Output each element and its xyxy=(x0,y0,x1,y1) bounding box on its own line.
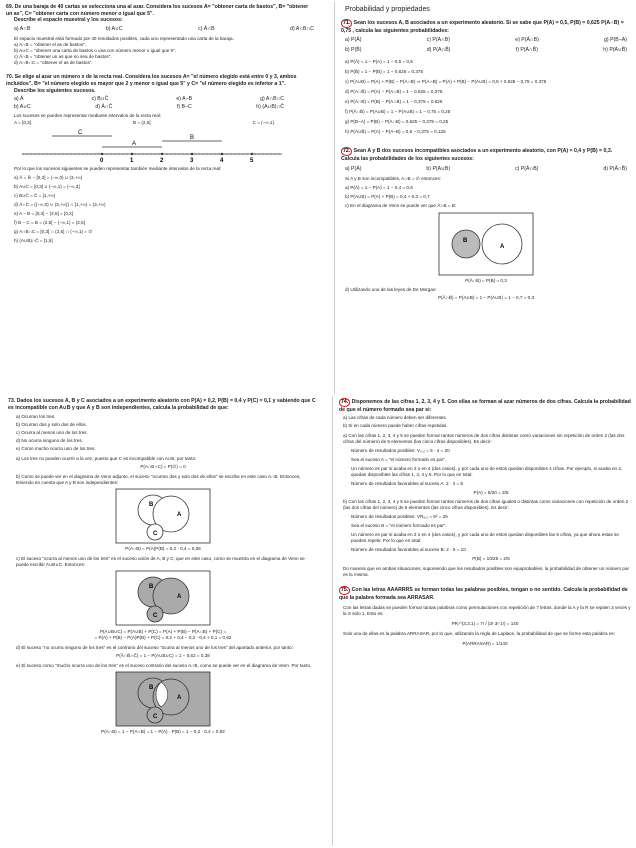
venn-diagram-73c xyxy=(115,570,211,626)
solution-75-formula: PR₇^(3,3,1) = 7! / (3!·3!·1!) = 140 xyxy=(451,621,519,627)
option: h) P(Ā∪B̄) xyxy=(603,46,627,53)
option: d) Ā∩C̄ xyxy=(95,103,113,110)
page-bottom-right xyxy=(332,396,635,846)
problem-72-d: d) Utilizando una de las leyes de De Morgan: xyxy=(345,287,437,293)
option: c) Ā∩B xyxy=(198,25,215,32)
solution-line: c) P(A∪B) = P(A) + P(B) − P(A∩B) ⇒ P(A∩B) = P(A) + P(B) − P(A∪B) = 0,5 + 0,625 − 0,75 = 0,375 xyxy=(345,79,547,85)
solution-line: d) A∩B∩C = "obtener el as de bastos". xyxy=(14,60,93,66)
problem-72-text: Sean A y B dos sucesos incompatibles asociados a un experimento aleatorio, con P(A) = 0,4 y P(B) = 0,3. Calcula las probabilidades de los siguientes sucesos: xyxy=(341,148,613,162)
venn-label-b: B xyxy=(149,584,154,591)
solution-line: Número de resultados favorables al suceso B: 2 · 5 = 10 xyxy=(351,547,466,553)
venn-diagram-73e xyxy=(115,671,211,727)
solution-line: Número de resultados favorables al suceso A: 2 · 4 = 8 xyxy=(351,481,463,487)
solution-line: Número de resultados posibles: V₅,₂ = 5 · 4 = 20 xyxy=(351,448,450,454)
section-header: Probabilidad y propiedades xyxy=(345,6,430,13)
problem-69-options xyxy=(14,26,314,33)
solution-line: b) P(B̄) = 1 − P(B) = 1 − 0,625 = 0,375 xyxy=(345,69,424,75)
venn-label-b: B xyxy=(463,238,468,245)
option: b) P(A∪B) xyxy=(426,165,451,172)
problem-70-intro2: Por lo que los sucesos siguientes se pueden representar también mediante intervalos de la recta real: xyxy=(14,166,222,172)
solution-line: Sea el suceso A = "el número formado es par". xyxy=(351,457,447,463)
solution-line: a) P(Ā) = 1 − P(A) = 1 − 0,4 = 0,6 xyxy=(345,185,413,191)
solution-line: P(A) = 8/20 = 2/5 xyxy=(473,490,509,496)
problem-69-solution xyxy=(14,42,314,66)
solution-b-body xyxy=(351,514,631,562)
venn-label-b: B xyxy=(149,502,154,509)
option: c) P(Ā∩B) xyxy=(515,165,539,172)
problem-72-options xyxy=(345,166,627,173)
solution-line: h) (A∪B)∩C̄ = [1,5] xyxy=(14,238,53,244)
problem-72-d-result: P(Ā∩B̄) = P(A∪B) = 1 − P(A∪B) = 1 − 0,7 = 0,3 xyxy=(437,295,535,301)
page-top-left xyxy=(2,2,320,390)
venn-set-b xyxy=(452,230,480,258)
page-bottom-left xyxy=(2,396,324,846)
problem-72-solution xyxy=(345,176,631,209)
problem-74-text: Disponemos de las cifras 1, 2, 3, 4 y 5. Con ellas se forman al azar números de dos cifras. Calcula la probabilidad de que el número formado sea par si: xyxy=(339,399,631,413)
solution-75-a: Con las letras dadas se pueden formar tantas palabras como permutaciones con repetición de 7 letras, donde la A y la R se repiten 3 veces y la S solo 1. Esto es: xyxy=(343,605,631,617)
problem-72-number: 72. xyxy=(343,148,351,155)
problem-71-statement xyxy=(341,19,631,34)
problem-69-answer: El espacio muestral está formado por 40 resultados posibles, cada uno representado una carta de la baraja. xyxy=(14,36,234,42)
venn-label-a: A xyxy=(177,695,182,702)
solution-line: Sea el suceso B = "el número formado es par". xyxy=(351,523,447,529)
problem-75-number: 75. xyxy=(341,587,349,594)
solution-a: a) Los tres no pueden ocurrir a la vez, puesto que C es incompatible con A∪B, por tanto: xyxy=(16,456,197,462)
interval-c: C = (−∞,1) xyxy=(252,120,274,126)
option: a) Ā xyxy=(14,96,24,103)
solution-a-result: P(A∩B∩C) = P(∅) = 0 xyxy=(140,464,186,470)
venn-label-c: C xyxy=(153,714,158,721)
solution-b: b) Con las cifras 1, 2, 3, 4 y 5 se pueden formar tantos números de dos cifras iguales o distintas como variaciones con repetición de orden 2 (las dos cifras del número) de 5 elementos (las cinco cifras disponibles). Es decir: xyxy=(343,499,629,511)
solution-line: f) P(Ā∩B̄) = P(A∪B) = 1 − P(A∪B) = 1 − 0,75 = 0,25 xyxy=(345,109,451,115)
problem-73-text: Dados los sucesos A, B y C asociados a un experimento aleatorio con P(A) = 0,2, P(B) = 0,4 y P(C) = 0,1 y sabiendo que C es incompatible con A∪B y que A y B son independientes, calcula la probabilidad de que: xyxy=(8,398,316,411)
option: b) A∪C xyxy=(105,25,123,32)
problem-72-result: P(Ā∩B) = P(B) = 0,3 xyxy=(465,278,507,284)
solution-line: d) P(A∩B̄) = P(A) − P(A∩B) = 1 − 0,625 = 0,375 xyxy=(345,89,443,95)
option: c) B∪C̄ xyxy=(91,96,109,103)
solution-c-result-2: = P(A) + P(B) − P(A)P(B) + P(C) = 0,2 + 0,4 − 0,2 · 0,4 + 0,1 = 0,62 xyxy=(94,635,232,641)
solution-line: Un número es par si acaba en 2 o en 4 (dos casos), y por cada uno de estos quedan disponibles 4 cifras. Por ejemplo, si acaba en 2, quedan disponibles las cifras 1, 3, 4 y 5. Por lo que en total: xyxy=(351,466,623,478)
venn-diagram-73b xyxy=(115,488,211,544)
tick-label: 2 xyxy=(160,158,164,165)
solution-b-result: P(A∩B) = P(A)P(B) = 0,2 · 0,4 = 0,08 xyxy=(125,546,201,552)
problem-69-number: 69. xyxy=(6,4,14,10)
solution-line: c) B∪C̄ = C̄ = [1,+∞) xyxy=(14,193,56,199)
problem-71-options-row2 xyxy=(345,47,627,54)
problem-75-statement xyxy=(339,586,631,601)
solution-c: c) El suceso "ocurra al menos uno de los tres" es el suceso unión de A, B y C, que en este caso, como se muestra en el diagrama de Venn se puede escribir A∪B∪C. Entonces: xyxy=(16,556,305,568)
solution-c-result-1: P(A∪B∪C) = P(A∪B) + P(C) = P(A) + P(B) − P(A∩B) + P(C) = xyxy=(99,629,227,635)
tick-label: 1 xyxy=(130,158,134,165)
option: c) P(A∩B) xyxy=(426,37,450,44)
solution-line: e) P(Ā∩B) = P(B) − P(A∩B) = 1 − 0,375 = 0,625 xyxy=(345,99,443,105)
problem-71-number: 71. xyxy=(343,20,351,26)
solution-line: e) A − B = [0,3] − (2,5] = [0,2] xyxy=(14,211,73,217)
solution-line: a) A∩B = "obtener el as de bastos". xyxy=(14,42,87,48)
solution-line: Número de resultados posibles: VR₅,₂ = 5² = 25 xyxy=(351,514,448,520)
option: e) Como mucho ocurra uno de los tres. xyxy=(16,446,96,452)
page-top-right xyxy=(334,2,635,394)
venn-label-b: B xyxy=(149,685,154,692)
solution-a-body xyxy=(351,448,631,496)
problem-70-intro: Los sucesos se pueden representar mediante intervalos de la recta real: xyxy=(14,113,162,119)
venn-diagram-72 xyxy=(438,212,534,276)
interval-a: A = [0,3] xyxy=(14,120,31,126)
solution-a: a) Con las cifras 1, 2, 3, 4 y 5 se pueden formar tantos números de dos cifras distintas como variaciones sin repetición de orden 2 (las dos cifras del número) de 5 elementos (las cinco cifras disponibles). Es decir: xyxy=(343,433,625,445)
solution-75-laplace: Solo una de ellas es la palabra ARRASAR, por lo que, utilizando la regla de Laplace, la probabilidad de que se forme esta palabra es: xyxy=(343,631,615,637)
problem-70-options-row2 xyxy=(14,104,284,111)
problem-74-statement xyxy=(339,398,631,413)
problem-69-question: Describe el espacio muestral y los sucesos: xyxy=(14,17,123,24)
solution-e: e) El suceso como "mucho ocurra uno de los tres" es el suceso contrario del suceso A∩B, como se puede ver en el diagrama de Venn. Por tanto, xyxy=(16,663,312,669)
problem-70-statement xyxy=(6,74,314,87)
option: g) A∩B∩C xyxy=(260,96,284,103)
option: a) P(Ā) xyxy=(345,165,362,172)
solution-75-result: P(ARRASAR) = 1/140 xyxy=(462,641,508,647)
interval-b: B = (2,5] xyxy=(133,120,151,126)
problem-74-number: 74. xyxy=(341,399,349,405)
solution-e-result: P(A∩B) = 1 − P(A∩B) = 1 − P(A) · P(B) = 1 − 0,2 · 0,4 = 0,92 xyxy=(101,729,225,735)
venn-label-a: A xyxy=(177,512,182,519)
option: c) Ocurra al menos uno de los tres. xyxy=(16,430,88,436)
option: a) A∩B xyxy=(14,25,31,32)
venn-label-a: A xyxy=(177,594,182,601)
option: a) P(Ā) xyxy=(345,37,362,44)
solution-line: b) P(A∪B) = P(A) + P(B) = 0,4 + 0,3 = 0,7 xyxy=(345,194,430,200)
tick-label: 4 xyxy=(220,158,224,165)
option: d) No ocurra ninguno de los tres. xyxy=(16,438,83,444)
option: b) Ocurran dos y solo dos de ellos. xyxy=(16,422,87,428)
solution-line: g) P(B−A) = P(B) − P(A∩B) = 0,625 − 0,375 = 0,25 xyxy=(345,119,449,125)
option: a) Las cifras de cada número deben ser diferentes. xyxy=(343,415,447,421)
solution-line: b) A∪C = [0,3] ∪ (−∞,1) = (−∞,3] xyxy=(14,184,80,190)
option: e) A−B xyxy=(176,96,193,103)
solution-line: Un número es par si acaba en 2 o en 4 (dos casos), y por cada uno de estos quedan disponibles las 5 cifras, ya que ahora estas se pueden repetir. Por lo que en total: xyxy=(351,532,619,544)
venn-label-c: C xyxy=(153,613,158,620)
problem-70-solution xyxy=(14,175,314,244)
solution-line: g) A∩B∩C = [0,3] ∩ (2,5] ∩ (−∞,1) = ∅ xyxy=(14,229,93,235)
option: g) P(B−A) xyxy=(604,37,627,44)
solution-line: f) B − C = B = (2,5] − (−∞,1) = (2,5] xyxy=(14,220,85,226)
problem-75-text: Con las letras AAARRRS se forman todas las palabras posibles, tengan o no sentido. Calcula la probabilidad de que la palabra formada sea ARRASAR. xyxy=(339,587,628,601)
problem-74-options xyxy=(343,415,631,429)
solution-line: h) P(Ā∪B̄) = P(A) − P(A−B) = 0,5 − 0,375 = 0,125 xyxy=(345,129,446,135)
option: d) P(A∩B̄) xyxy=(426,46,451,53)
option: b) P(B̄) xyxy=(345,46,362,53)
option: d) P(Ā∩B̄) xyxy=(603,165,627,172)
problem-69-statement xyxy=(6,4,314,17)
problem-73-number: 73. xyxy=(8,398,16,404)
solution-line: b) A∪C = "obtener una carta de bastos o una con número menor o igual que 5". xyxy=(14,48,177,54)
label-b: B xyxy=(190,135,195,142)
option: e) P(Ā∩B) xyxy=(515,37,539,44)
tick-label: 0 xyxy=(100,158,104,165)
solution-d: d) El suceso "no ocurra ninguno de los tres" es el contrario del suceso "ocurra al menos uno de los tres" del apartado anterior, por tanto: xyxy=(16,645,293,651)
solution-line: c) Ā∩B = "obtener un as que no sea de bastos". xyxy=(14,54,112,60)
venn-label-a: A xyxy=(500,244,505,251)
solution-line: c) En el diagrama de Venn se puede ver que Ā∩B = B: xyxy=(345,203,457,209)
problem-72-statement xyxy=(341,147,631,162)
venn-label-c: C xyxy=(153,531,158,538)
solution-b: b) Como se puede ver en el diagrama de Venn adjunto, el suceso "ocurran dos y solo dos de ellos" se escribe en este caso A∩B. Entonces, teniendo en cuenta que A y B son independientes: xyxy=(16,474,301,486)
label-a: A xyxy=(132,141,137,148)
option: d) A∩B∩C xyxy=(290,25,314,32)
problem-73-options xyxy=(16,414,318,452)
solution-lead: Si A y B son incompatibles, A∩B = ∅ entonces: xyxy=(345,176,442,182)
solution-line: a) P(Ā) = 1 − P(A) = 1 − 0,5 = 0,5 xyxy=(345,59,413,65)
option: f) P(Ā∩B̄) xyxy=(515,46,538,53)
tick-label: 5 xyxy=(250,158,254,165)
option: b) Si en cada número puede haber cifras repetidas. xyxy=(343,423,448,429)
problem-73-statement xyxy=(8,398,318,411)
number-line-diagram xyxy=(12,126,312,166)
problem-70-text: Se elige al azar un número x de la recta real. Considera los sucesos A= "el número elegido está entre 0 y 3, ambos incluidos", B= "el número elegido es mayor que 2 y menor o igual que 5" y C= "el número elegido es inferior a 1". xyxy=(6,74,297,87)
solution-line: a) Ā = ℝ − [0,3] = (−∞,0) ∪ (3,+∞) xyxy=(14,175,83,181)
option: f) B−C xyxy=(176,103,192,110)
solution-d-result: P(Ā∩B̄∩C̄) = 1 − P(A∪B∪C) = 1 − 0,62 = 0,38 xyxy=(116,653,210,659)
solution-line: P(B) = 10/25 = 2/5 xyxy=(472,556,510,562)
tick-label: 3 xyxy=(190,158,194,165)
problem-71-text: Sean los sucesos A, B asociados a un experimento aleatorio. Si se sabe que P(A) = 0,5, P(B) = 0,625 P(A∩B) = 0,75 , calcula las siguientes probabilidades: xyxy=(341,20,624,34)
option: h) (A∪B)∩C̄ xyxy=(256,103,284,110)
problem-70-question: Describe los siguientes sucesos. xyxy=(14,87,96,94)
problem-69-text: De una baraja de 40 cartas se selecciona una al azar. Considera los sucesos A= "obtener carta de bastos", B= "obtener un as", C= "obtener carta con número menor o igual que 5". xyxy=(6,4,309,17)
solution-line: d) Ā∩C̄ = ((−∞,0) ∪ (3,+∞)) ∩ [1,+∞) = (3,+∞) xyxy=(14,202,106,208)
problem-70-number: 70. xyxy=(6,74,14,81)
problem-70-options-row1 xyxy=(14,96,284,103)
problem-74-conclusion: Do manera que en ambas situaciones, suponiendo que los resultados posibles son equiprobables, la probabilidad de obtener un número par es la misma. xyxy=(343,566,630,578)
problem-71-options-row1 xyxy=(345,37,627,44)
option: b) A∪C xyxy=(14,103,31,110)
problem-71-solution xyxy=(345,59,631,135)
option: a) Ocurran los tres. xyxy=(16,414,56,420)
label-c: C xyxy=(78,130,83,137)
